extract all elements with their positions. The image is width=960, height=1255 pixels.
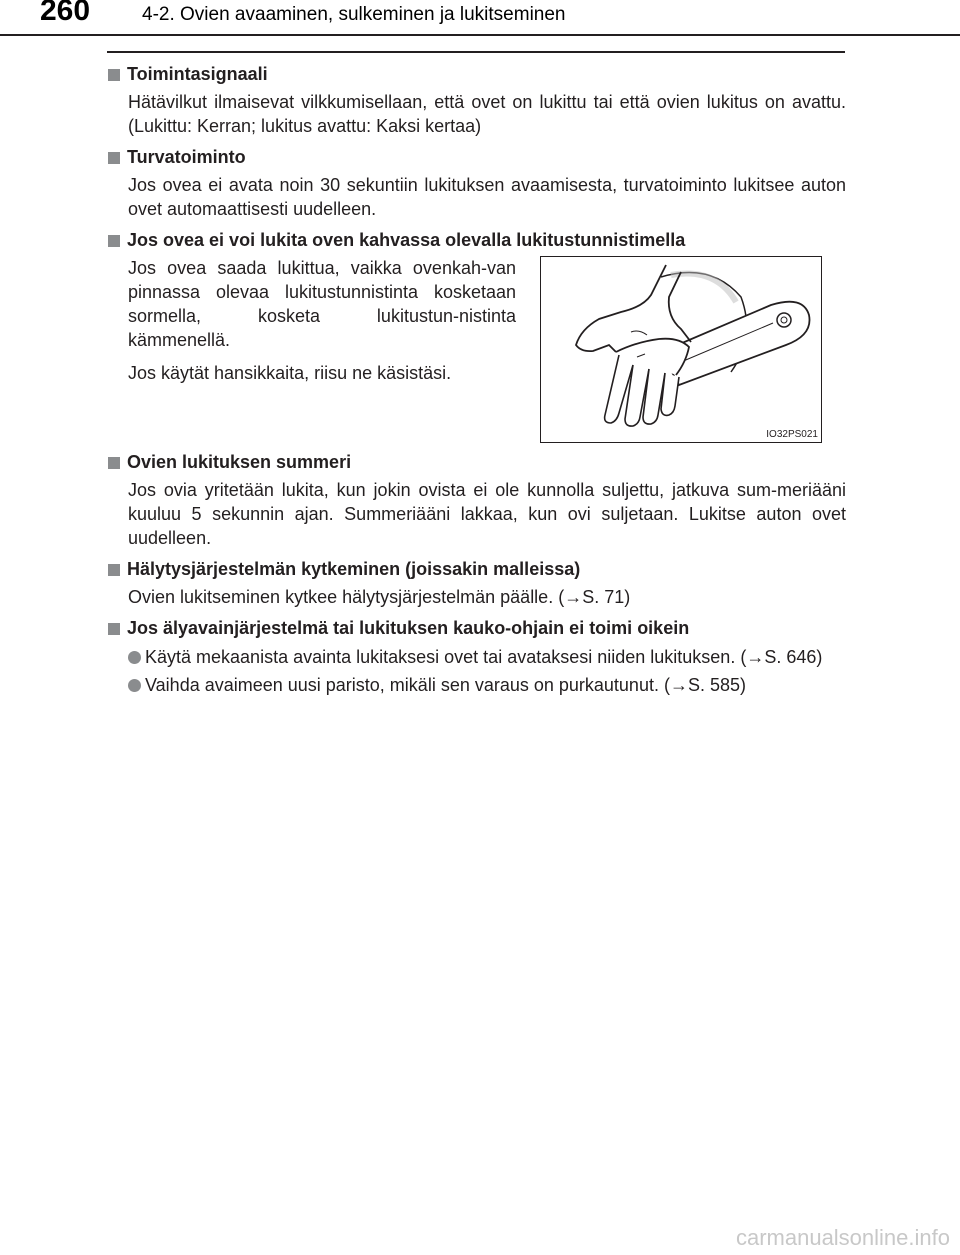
watermark: carmanualsonline.info	[735, 1225, 950, 1250]
square-bullet-icon	[108, 69, 120, 81]
page-content	[108, 62, 846, 704]
paragraph: Jos ovea ei avata noin 30 sekuntiin lukituksen avaamisesta, turvatoiminto lukitsee auton ovet automaattisesti uudelleen.	[128, 175, 846, 219]
paragraph: Ovien lukitseminen kytkee hälytysjärjestelmän päälle. (→S. 71)	[128, 587, 631, 607]
square-bullet-icon	[108, 152, 120, 164]
hand-illustration-svg	[541, 257, 821, 442]
paragraph: Jos ovia yritetään lukita, kun jokin ovista ei ole kunnolla suljettu, jatkuva sum-meriääni kuuluu 5 sekunnin ajan. Summeriääni lakkaa, kun ovi suljetaan. Lukitse auton ovet uudelleen.	[128, 480, 846, 548]
section-heading: Ovien lukituksen summeri	[127, 452, 352, 472]
section-summeri	[108, 450, 846, 550]
square-bullet-icon	[108, 564, 120, 576]
paragraph: Jos käytät hansikkaita, riisu ne käsistäsi.	[128, 363, 452, 383]
page-number: 260	[39, 0, 91, 27]
square-bullet-icon	[108, 235, 120, 247]
section-alyavain	[108, 616, 846, 697]
section-heading: Toimintasignaali	[127, 64, 268, 84]
chapter-header: 4-2. Ovien avaaminen, sulkeminen ja lukitseminen	[142, 4, 566, 25]
square-bullet-icon	[108, 457, 120, 469]
section-toimintasignaali	[108, 62, 846, 138]
paragraph: Jos ovea saada lukittua, vaikka ovenkah-van pinnassa olevaa lukitustunnistinta kosketaan sormella, kosketa lukitustun-nistinta kämmenellä.	[128, 258, 516, 350]
round-bullet-icon	[128, 651, 141, 664]
header-rule	[0, 34, 960, 36]
section-heading: Jos älyavainjärjestelmä tai lukituksen kauko-ohjain ei toimi oikein	[127, 618, 690, 638]
figure-code: IO32PS021	[766, 429, 818, 440]
paragraph: Hätävilkut ilmaisevat vilkkumisellaan, että ovet on lukittu tai että ovien lukitus on avattu. (Lukittu: Kerran; lukitus avattu: Kaksi kertaa)	[128, 92, 846, 136]
list-item: Vaihda avaimeen uusi paristo, mikäli sen varaus on purkautunut. (→S. 585)	[108, 673, 846, 697]
section-halytysjarjestelma	[108, 557, 846, 609]
section-heading: Jos ovea ei voi lukita oven kahvassa olevalla lukitustunnistimella	[127, 230, 686, 250]
hand-on-door-handle-illustration	[540, 256, 822, 443]
section-heading: Turvatoiminto	[127, 147, 246, 167]
content-rule	[107, 51, 845, 53]
list-item: Käytä mekaanista avainta lukitaksesi ovet tai avataksesi niiden lukituksen. (→S. 646)	[108, 645, 846, 669]
section-turvatoiminto	[108, 145, 846, 221]
square-bullet-icon	[108, 623, 120, 635]
section-lukitustunnistin	[108, 228, 846, 443]
section-heading: Hälytysjärjestelmän kytkeminen (joissakin malleissa)	[127, 559, 581, 579]
round-bullet-icon	[128, 679, 141, 692]
